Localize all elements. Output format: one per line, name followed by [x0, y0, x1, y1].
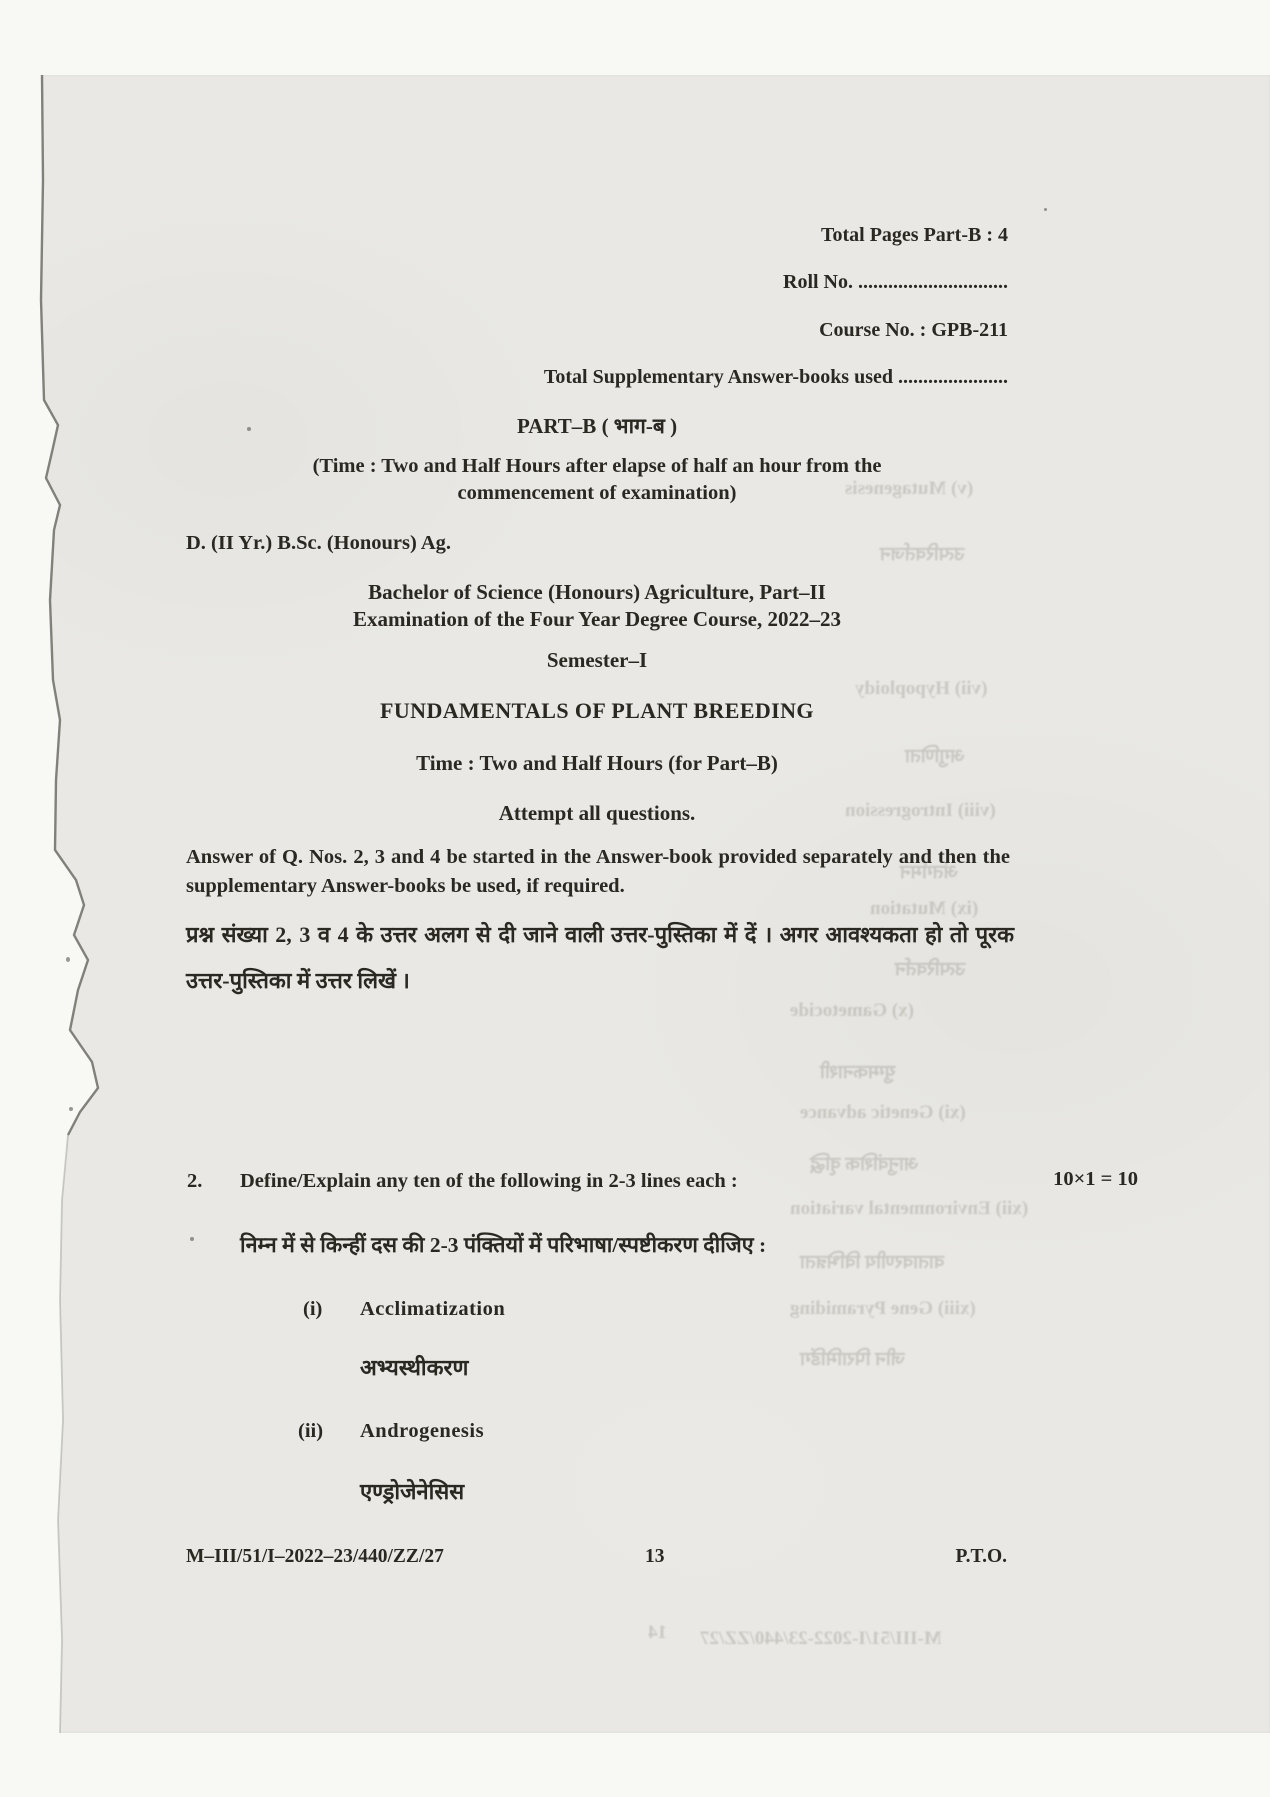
question2-marks: 10×1 = 10: [1053, 1168, 1138, 1190]
bleedthrough-text: अगुणिता: [905, 746, 965, 767]
bleedthrough-text: (xi) Genetic advance: [800, 1102, 966, 1123]
question2-text-hi-bold: दस: [371, 1233, 398, 1257]
course-no-label: Course No. :: [819, 319, 927, 341]
question2-text-en-bold: ten: [413, 1170, 441, 1192]
roll-no-blank: ..............................: [858, 271, 1008, 293]
program-line: D. (II Yr.) B.Sc. (Honours) Ag.: [186, 532, 451, 554]
course-no-value: GPB-211: [931, 319, 1008, 341]
question2-number: 2.: [187, 1170, 203, 1192]
semester-title: Semester–I: [546, 648, 648, 672]
course-no-line: [186, 319, 1008, 342]
roll-no-line: [186, 271, 1008, 294]
dust-speck: [69, 1107, 73, 1111]
question2-text-hi: [240, 1230, 766, 1259]
bleedthrough-text: युग्मकनाशी: [820, 1062, 896, 1083]
item-ii-english: Androgenesis: [360, 1420, 485, 1442]
bleedthrough-text: (xiii) Gene Pyramiding: [790, 1298, 976, 1319]
question2-text-en-part2: of the following in 2-3 lines each :: [440, 1170, 738, 1192]
supplementary-line: [186, 366, 1008, 389]
footer-page-number: 13: [645, 1546, 665, 1567]
question2-text-hi-part1: निम्न में से किन्हीं: [240, 1233, 372, 1257]
bleedthrough-text: M-III/51/I-2022-23/440/ZZ/27: [700, 1628, 942, 1649]
bleedthrough-text: (ix) Mutation: [870, 898, 979, 919]
footer-paper-code: M–III/51/I–2022–23/440/ZZ/27: [186, 1546, 444, 1567]
instruction-hindi: प्रश्न संख्या 2, 3 व 4 के उत्तर अलग से दी जाने वाली उत्तर-पुस्तिका में दें । अगर आवश्यकता हो तो पूरक उत्तर-पुस्तिका में उत्तर लिखें ।: [186, 922, 1014, 993]
degree-line1: Bachelor of Science (Honours) Agriculture, Part–II: [368, 580, 826, 604]
dust-speck: [66, 957, 70, 962]
bleedthrough-text: (v) Mutagenesis: [845, 478, 974, 499]
bleedthrough-text: उत्परिवर्तन: [895, 959, 966, 980]
time-note-line1: (Time : Two and Half Hours after elapse of half an hour from the: [312, 455, 882, 477]
part-title: PART–B ( भाग-ब ): [516, 414, 678, 438]
bleedthrough-text: (xii) Environmental variation: [790, 1198, 1029, 1219]
footer-pto: P.T.O.: [955, 1546, 1007, 1567]
bleedthrough-text: (vii) Hypoploidy: [855, 678, 988, 699]
subject-title: FUNDAMENTALS OF PLANT BREEDING: [380, 698, 814, 723]
total-pages-line: [186, 224, 1008, 247]
question2-text-hi-part2: की 2-3 पंक्तियों में परिभाषा/स्पष्टीकरण दीजिए :: [397, 1233, 767, 1257]
item-i-number: (i): [303, 1298, 323, 1320]
question2-text-en-part1: Define/Explain any: [240, 1170, 414, 1192]
bleedthrough-text: अंतर्गमन: [900, 862, 958, 883]
supplementary-label: Total Supplementary Answer-books used: [543, 366, 893, 388]
item-i-english: Acclimatization: [360, 1298, 506, 1320]
bleedthrough-text: (x) Gametocide: [790, 1000, 914, 1021]
bleedthrough-text: 14: [648, 1622, 667, 1643]
bleedthrough-text: आनुवंशिक वृद्धि: [810, 1154, 919, 1175]
item-ii-hindi: एण्ड्रोजेनेसिस: [360, 1479, 465, 1504]
instruction-english: Answer of Q. Nos. 2, 3 and 4 be started in the Answer-book provided separately and then the supplementary Answer-books be used, if required.: [186, 846, 1010, 897]
roll-no-label: Roll No.: [783, 271, 853, 293]
bleedthrough-text: उत्परिवर्तजन: [880, 544, 965, 565]
dust-speck: [190, 1237, 194, 1241]
bleedthrough-text: जीन पिरामिडिंग: [800, 1349, 905, 1370]
dust-speck: [1044, 208, 1047, 211]
torn-edge-graphic: [0, 0, 130, 1797]
supplementary-blank: ......................: [898, 366, 1008, 388]
item-ii-number: (ii): [298, 1420, 324, 1442]
total-pages-text: Total Pages Part-B : 4: [820, 224, 1008, 246]
bleedthrough-text: वातावरणीय विभिन्नता: [800, 1252, 945, 1273]
attempt-note: Attempt all questions.: [498, 801, 696, 825]
duration-line: Time : Two and Half Hours (for Part–B): [416, 751, 778, 775]
time-note-line2: commencement of examination): [457, 482, 737, 504]
bleedthrough-text: (viii) Introgression: [845, 800, 996, 821]
degree-line2: Examination of the Four Year Degree Course, 2022–23: [352, 607, 841, 631]
question2-text-en: [240, 1170, 738, 1193]
item-i-hindi: अभ्यस्थीकरण: [360, 1355, 469, 1380]
